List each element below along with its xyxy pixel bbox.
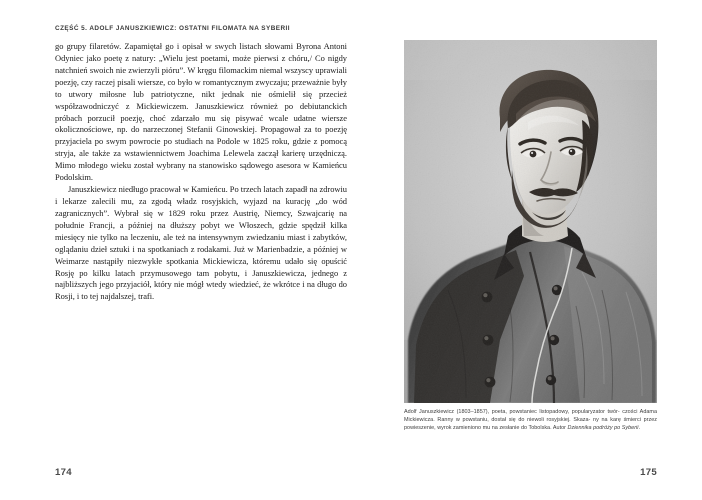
portrait-lithograph-image	[404, 40, 657, 403]
running-head: CZĘŚĆ 5. ADOLF JANUSZKIEWICZ: OSTATNI FILOMATA NA SYBERII	[55, 25, 290, 32]
page-number-verso: 174	[55, 467, 72, 478]
caption-work-title: Dziennika podróży po Syberii	[567, 425, 639, 432]
caption-line-2: czości Adama Mickiewicza. Ranny w powstaniu, dostał się do niewoli rosyjskiej. Skaza-	[404, 409, 657, 424]
caption-line-3: ny na karę śmierci przez powieszenie, wyrok zamieniono mu na zesłanie do Tobolska.	[404, 417, 657, 432]
caption-line-4-prefix: Autor	[552, 425, 568, 432]
caption-line-1: Adolf Januszkiewicz (1803–1857), poeta, powstaniec listopadowy, popularyzator twór-	[404, 409, 620, 415]
body-text-column	[55, 41, 347, 303]
portrait-plate-frame	[404, 40, 657, 403]
caption-line-4-suffix: .	[638, 425, 641, 432]
recto-page	[351, 0, 702, 500]
page-number-recto: 175	[640, 467, 657, 478]
body-paragraph-1: go grupy filaretów. Zapamiętał go i opisał w swych listach słowami Byrona Antoni Odyniec jako poetę z natury: „Wielu jest poetami, może pierwsi z chóru,/ Co nigdy natchnień swoich nie zwierzyli pióru”. W kręgu filomackim niemal wszyscy uprawiali poezję, czy raczej pisali wiersze, co było w romantycznym zwyczaju; przeważnie były to utwory miłosne lub patriotyczne, nikt jednak nie ośmielił się przecież współzawodniczyć z Mickiewiczem. Januszkiewicz również po debiutanckich próbach porzucił poezję, choć zdarzało mu się pisywać wcale udatne wiersze okolicznościowe, np. do narzeczonej Stefanii Ginowskiej. Propagował za to poezję przyjaciela po swym powrocie po studiach na Podole w 1825 roku, gdzie z pomocą stryja, ale także za wstawiennictwem Joachima Lelewela zaczął karierę urzędniczą. Mimo młodego wieku został wybrany na stanowisko sądowego asesora w Kamieńcu Podolskim.	[55, 41, 347, 183]
plate-caption	[404, 408, 657, 432]
body-paragraph-2: Januszkiewicz niedługo pracował w Kamieńcu. Po trzech latach zapadł na zdrowiu i lekarze zalecili mu, za zgodą władz rosyjskich, wyjazd na kurację „do wód zagranicznych”. Wybrał się w 1829 roku przez Austrię, Niemcy, Szwajcarię na południe Francji, a później na dłuższy pobyt we Włoszech, gdzie spędził kilka miesięcy nie tylko na leczeniu, ale też na intensywnym zwiedzaniu miast i zabytków, oglądaniu dzieł sztuki i na spotkaniach z rodakami. Już w Marienbadzie, a później w Weimarze nastąpiły niezwykłe spotkania Mickiewicza, któremu udało się opuścić Rosję po kilku latach przymusowego tam pobytu, i Januszkiewicza, jednego z najbliższych jego przyjaciół, który nie mógł wtedy wiedzieć, że wkrótce i na długo do Rosji, i to tej najdalszej, trafi.	[55, 184, 347, 302]
